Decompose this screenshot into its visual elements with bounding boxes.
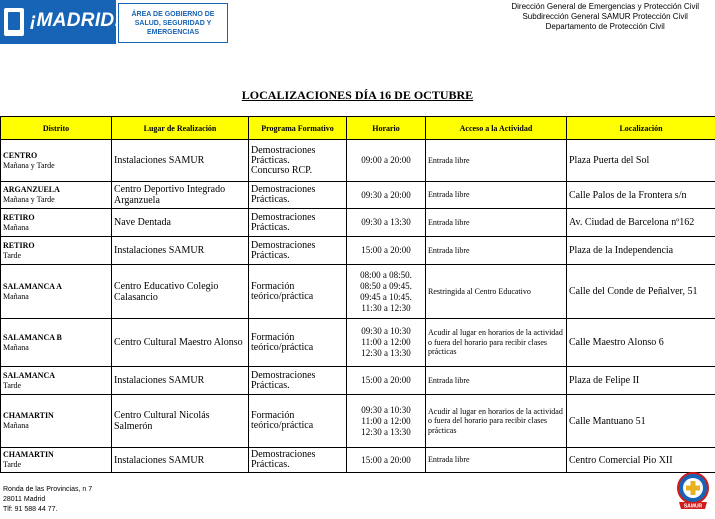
locations-table — [0, 116, 715, 473]
horario-line: 09:30 a 13:30 — [361, 217, 411, 227]
cell-lugar — [112, 209, 249, 237]
programa-line: Formación — [251, 410, 295, 421]
distrito-turno: Mañana — [3, 222, 29, 232]
horario-line: 15:00 a 20:00 — [361, 375, 411, 385]
distrito-name: CHAMARTIN — [3, 411, 54, 420]
programa-line: teórico/práctica — [251, 420, 314, 431]
cell-acceso — [426, 237, 567, 265]
city-emblem-icon — [4, 8, 24, 36]
cell-lugar — [112, 367, 249, 395]
distrito-turno: Mañana y Tarde — [3, 160, 55, 170]
cell-programa — [249, 237, 347, 265]
dept-line: Departamento de Protección Civil — [545, 22, 665, 31]
programa-line: Prácticas. — [251, 221, 290, 233]
cell-distrito — [1, 448, 112, 473]
horario-line: 09:30 a 10:30 — [361, 404, 411, 415]
acceso-text: Entrada libre — [428, 217, 470, 227]
cell-programa — [249, 448, 347, 473]
programa-line: Prácticas. — [251, 249, 290, 261]
programa-line: Formación — [251, 331, 295, 343]
localizacion-text: Centro Comercial Pio XII — [569, 454, 673, 466]
programa-line: teórico/práctica — [251, 341, 314, 353]
table-row — [1, 319, 715, 367]
horario-line: 15:00 a 20:00 — [361, 245, 411, 255]
lugar-text: Nave Dentada — [114, 217, 171, 228]
horario-line: 12:30 a 13:30 — [361, 426, 411, 437]
lugar-text: Centro Deportivo Integrado Arganzuela — [114, 184, 226, 206]
cell-distrito — [1, 237, 112, 265]
header-distrito: Distrito — [1, 117, 112, 140]
cell-programa — [249, 209, 347, 237]
cell-programa — [249, 395, 347, 448]
cell-programa — [249, 319, 347, 367]
programa-line: teórico/práctica — [251, 290, 314, 302]
cell-horario — [347, 367, 426, 395]
distrito-name: RETIRO — [3, 212, 35, 222]
horario-line: 09:30 a 20:00 — [361, 189, 411, 200]
distrito-name: CENTRO — [3, 150, 38, 160]
table-row — [1, 237, 715, 265]
distrito-name: CHAMARTIN — [3, 450, 54, 459]
table-row — [1, 265, 715, 319]
lugar-text: Centro Cultural Nicolás Salmerón — [114, 410, 210, 432]
acceso-text: Entrada libre — [428, 455, 470, 465]
localizacion-text: Plaza Puerta del Sol — [569, 155, 650, 166]
programa-line: Formación — [251, 280, 295, 292]
distrito-name: SALAMANCA A — [3, 281, 62, 291]
address-line: Ronda de las Provincias, n 7 — [3, 486, 93, 493]
acceso-text: Entrada libre — [428, 190, 470, 200]
cell-lugar — [112, 395, 249, 448]
cell-lugar — [112, 237, 249, 265]
horario-line: 09:45 a 10:45. — [360, 291, 412, 302]
lugar-text: Centro Cultural Maestro Alonso — [114, 337, 243, 348]
horario-line: 12:30 a 13:30 — [361, 348, 411, 358]
footer-address — [3, 485, 92, 515]
horario-line: 15:00 a 20:00 — [361, 454, 411, 465]
cell-acceso — [426, 448, 567, 473]
area-line: SALUD, SEGURIDAD Y — [134, 19, 212, 27]
programa-line: Prácticas. — [251, 194, 290, 205]
horario-line: 11:30 a 12:30 — [361, 302, 411, 313]
localizacion-text: Calle del Conde de Peñalver, 51 — [569, 286, 698, 297]
cell-localizacion — [567, 209, 715, 237]
cell-horario — [347, 395, 426, 448]
programa-line: Demostraciones — [251, 211, 316, 223]
cell-acceso — [426, 140, 567, 182]
acceso-text: Entrada libre — [428, 245, 470, 255]
address-line: Tlf: 91 588 44 77. — [3, 506, 58, 513]
samur-badge-icon — [676, 472, 710, 510]
cell-distrito — [1, 209, 112, 237]
acceso-text: Entrada libre — [428, 155, 470, 165]
localizacion-text: Calle Maestro Alonso 6 — [569, 337, 664, 348]
cell-programa — [249, 182, 347, 209]
localizacion-text: Calle Palos de la Frontera s/n — [569, 189, 687, 201]
address-line: 28011 Madrid — [3, 496, 46, 503]
table-row — [1, 367, 715, 395]
table-row — [1, 448, 715, 473]
cell-horario — [347, 265, 426, 319]
dept-line: Dirección General de Emergencias y Protección Civil — [511, 2, 699, 11]
cell-localizacion — [567, 237, 715, 265]
acceso-text: Acudir al lugar en horarios de la actividad o fuera del horario para recibir clases prácticas — [428, 406, 563, 435]
area-gobierno-box — [118, 3, 228, 43]
distrito-turno: Mañana — [3, 421, 29, 430]
cell-programa — [249, 367, 347, 395]
programa-line: Demostraciones — [251, 239, 316, 251]
programa-line: Demostraciones — [251, 184, 316, 195]
cell-acceso — [426, 395, 567, 448]
cell-localizacion — [567, 182, 715, 209]
cell-horario — [347, 140, 426, 182]
lugar-text: Instalaciones SAMUR — [114, 245, 205, 256]
lugar-text: Instalaciones SAMUR — [114, 375, 205, 386]
programa-line: Demostraciones — [251, 449, 316, 460]
horario-line: 11:00 a 12:00 — [361, 337, 411, 347]
cell-lugar — [112, 182, 249, 209]
lugar-text: Instalaciones SAMUR — [114, 454, 205, 466]
area-line: ÁREA DE GOBIERNO DE — [131, 10, 215, 18]
table-row — [1, 395, 715, 448]
cell-horario — [347, 448, 426, 473]
distrito-turno: Mañana — [3, 342, 29, 352]
lugar-text: Instalaciones SAMUR — [114, 155, 205, 166]
cell-lugar — [112, 265, 249, 319]
page-title: LOCALIZACIONES DÍA 16 DE OCTUBRE — [241, 88, 474, 102]
header-programa: Programa Formativo — [249, 117, 347, 140]
cell-localizacion — [567, 140, 715, 182]
distrito-name: RETIRO — [3, 240, 35, 250]
cell-localizacion — [567, 319, 715, 367]
cell-distrito — [1, 367, 112, 395]
localizacion-text: Plaza de la Independencia — [569, 245, 674, 256]
logo-text: ¡MADRID! — [30, 10, 122, 31]
department-header — [511, 2, 699, 32]
horario-line: 09:30 a 10:30 — [361, 326, 411, 336]
lugar-text: Centro Educativo Colegio Calasancio — [114, 280, 219, 303]
horario-line: 08:00 a 08:50. — [360, 269, 412, 280]
localizacion-text: Av. Ciudad de Barcelona nº162 — [569, 217, 695, 228]
cell-localizacion — [567, 448, 715, 473]
cell-acceso — [426, 319, 567, 367]
cell-acceso — [426, 209, 567, 237]
cell-acceso — [426, 182, 567, 209]
distrito-turno: Tarde — [3, 380, 22, 390]
table-row — [1, 182, 715, 209]
programa-line: Prácticas. — [251, 459, 290, 470]
cell-programa — [249, 140, 347, 182]
cell-distrito — [1, 319, 112, 367]
header-horario: Horario — [347, 117, 426, 140]
horario-line: 11:00 a 12:00 — [361, 415, 411, 426]
distrito-name: SALAMANCA B — [3, 332, 62, 342]
cell-localizacion — [567, 265, 715, 319]
distrito-turno: Mañana — [3, 291, 29, 301]
cell-acceso — [426, 265, 567, 319]
acceso-text: Acudir al lugar en horarios de la actividad o fuera del horario para recibir clases prácticas — [428, 328, 563, 357]
madrid-logo — [0, 0, 122, 44]
acceso-text: Entrada libre — [428, 375, 470, 385]
dept-line: Subdirección General SAMUR Protección Civil — [522, 12, 688, 21]
cell-programa — [249, 265, 347, 319]
cell-horario — [347, 209, 426, 237]
header-lugar: Lugar de Realización — [112, 117, 249, 140]
table-row — [1, 209, 715, 237]
cell-distrito — [1, 182, 112, 209]
cell-horario — [347, 237, 426, 265]
cell-localizacion — [567, 395, 715, 448]
programa-line: Prácticas. — [251, 379, 290, 391]
programa-line: Demostraciones — [251, 369, 316, 381]
distrito-name: ARGANZUELA — [3, 185, 60, 194]
cell-lugar — [112, 140, 249, 182]
programa-line: Demostraciones — [251, 144, 316, 156]
acceso-text: Restringida al Centro Educativo — [428, 286, 531, 296]
localizacion-text: Plaza de Felipe II — [569, 375, 640, 386]
cell-horario — [347, 182, 426, 209]
cell-horario — [347, 319, 426, 367]
distrito-turno: Tarde — [3, 460, 22, 469]
cell-distrito — [1, 140, 112, 182]
cell-distrito — [1, 395, 112, 448]
cell-localizacion — [567, 367, 715, 395]
distrito-name: SALAMANCA — [3, 370, 55, 380]
header-localizacion: Localización — [567, 117, 715, 140]
cell-lugar — [112, 448, 249, 473]
distrito-turno: Mañana y Tarde — [3, 195, 55, 204]
distrito-turno: Tarde — [3, 250, 22, 260]
cell-distrito — [1, 265, 112, 319]
programa-line: Prácticas. — [251, 154, 290, 166]
area-line: EMERGENCIAS — [146, 28, 200, 36]
cell-acceso — [426, 367, 567, 395]
localizacion-text: Calle Mantuano 51 — [569, 415, 646, 427]
programa-line: Concurso RCP. — [251, 164, 313, 176]
header-acceso: Acceso a la Actividad — [426, 117, 567, 140]
table-row — [1, 140, 715, 182]
horario-line: 09:00 a 20:00 — [361, 155, 411, 165]
badge-text: SAMUR — [683, 503, 703, 510]
cell-lugar — [112, 319, 249, 367]
table-header-row — [1, 117, 715, 140]
horario-line: 08:50 a 09:45. — [360, 280, 412, 291]
